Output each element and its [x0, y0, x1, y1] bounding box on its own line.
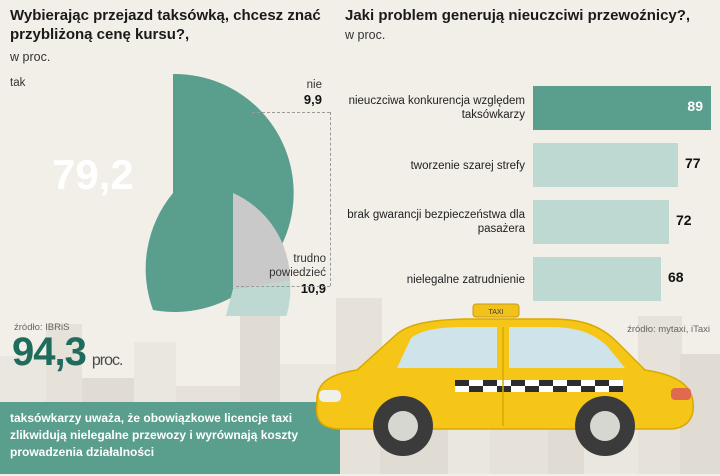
taxi-roof-sign-label: TAXI	[488, 309, 504, 316]
bar-label-3: nielegalne zatrudnienie	[406, 274, 525, 286]
bar-label-0: nieuczciwa konkurencja względem taksówkarzy	[348, 95, 525, 122]
right-source: źródło: mytaxi, iTaxi	[627, 324, 710, 335]
bar-value-3: 68	[668, 269, 684, 285]
bar-fill-1	[533, 143, 701, 187]
left-chart-title: Wybierając przejazd taksówką, chcesz znać przybliżoną cenę kursu?,	[10, 7, 321, 44]
pie-value-trudno: 10,9	[300, 280, 326, 296]
taxi-headlight	[319, 390, 341, 402]
pie-value-nie: 9,9	[303, 92, 322, 108]
highlight-stat-unit: proc.	[91, 352, 123, 369]
bar-row	[345, 143, 713, 189]
leader-line-nie-vertical	[330, 112, 331, 212]
taxi-body	[317, 319, 694, 429]
taxi-illustration	[305, 286, 705, 471]
bar-row	[345, 86, 713, 132]
bar-label-2: brak gwarancji bezpieczeństwa dla pasażera	[347, 209, 525, 236]
bar-track-2	[533, 200, 692, 244]
bar-value-2: 72	[676, 212, 692, 228]
leader-line-nie	[252, 112, 330, 113]
taxi-checker-stripe	[455, 380, 623, 392]
leader-line-trudno-vertical	[330, 212, 331, 286]
left-chart-subtitle: w proc.	[10, 50, 51, 64]
pie-value-tak: 79,2	[52, 151, 134, 198]
taxi-hubcap-rear	[590, 411, 620, 441]
highlight-stat	[12, 330, 122, 375]
bar-label-1: tworzenie szarej strefy	[410, 160, 525, 172]
bar-value-0: 89	[687, 98, 703, 114]
right-chart-subtitle: w proc.	[345, 28, 386, 42]
left-source: źródło: IBRiS	[14, 322, 70, 333]
highlight-stat-value: 94,3	[12, 330, 86, 374]
bar-value-1: 77	[685, 155, 701, 171]
bar-fill-0	[533, 86, 711, 130]
pie-label-tak: tak	[10, 77, 26, 89]
bar-row	[345, 200, 713, 246]
taxi-taillight	[671, 388, 691, 400]
right-chart-title: Jaki problem generują nieuczciwi przewoźnicy?,	[345, 7, 691, 24]
bar-track-0	[533, 86, 711, 130]
bar-chart	[345, 86, 713, 314]
bar-fill-2	[533, 200, 692, 244]
pie-label-nie: nie	[306, 79, 322, 91]
taxi-hubcap-front	[388, 411, 418, 441]
highlight-banner-text: taksówkarzy uważa, że obowiązkowe licencje taxi zlikwidują nielegalne przewozy i wyrównają koszty prowadzenia działalności	[0, 402, 340, 474]
taxi-svg	[305, 286, 705, 471]
bar-track-1	[533, 143, 701, 187]
pie-label-trudno: trudno powiedzieć	[269, 253, 326, 280]
